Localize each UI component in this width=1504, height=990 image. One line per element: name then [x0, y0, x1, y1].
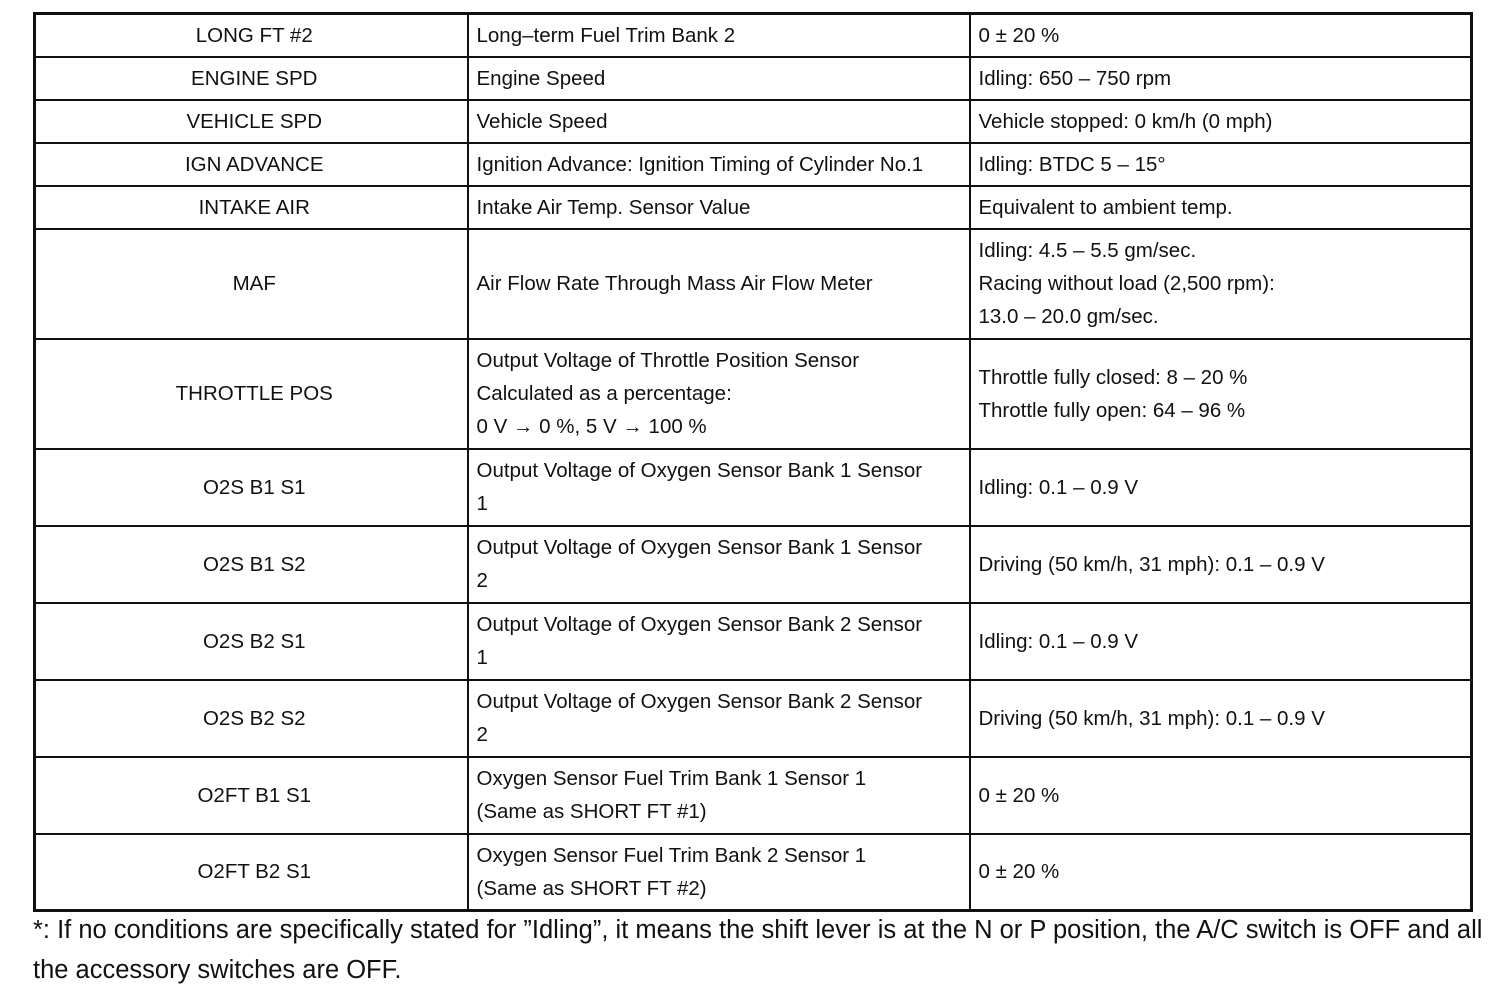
item-cell: VEHICLE SPD	[35, 100, 468, 143]
normal-condition-cell: Idling: 0.1 – 0.9 V	[970, 449, 1472, 526]
item-cell: ENGINE SPD	[35, 57, 468, 100]
normal-condition-cell: Equivalent to ambient temp.	[970, 186, 1472, 229]
table-row	[35, 229, 1472, 339]
normal-condition-cell: Idling: 0.1 – 0.9 V	[970, 603, 1472, 680]
description-cell: Output Voltage of Throttle Position Sensor Calculated as a percentage: 0 V → 0 %, 5 V → 100 %	[468, 339, 970, 449]
description-cell: Long–term Fuel Trim Bank 2	[468, 14, 970, 57]
description-cell: Output Voltage of Oxygen Sensor Bank 2 Sensor 1	[468, 603, 970, 680]
item-cell: INTAKE AIR	[35, 186, 468, 229]
description-cell: Air Flow Rate Through Mass Air Flow Meter	[468, 229, 970, 339]
description-cell: Vehicle Speed	[468, 100, 970, 143]
normal-condition-cell: Idling: 650 – 750 rpm	[970, 57, 1472, 100]
description-cell: Engine Speed	[468, 57, 970, 100]
item-cell: O2S B2 S1	[35, 603, 468, 680]
item-cell: MAF	[35, 229, 468, 339]
description-cell: Output Voltage of Oxygen Sensor Bank 2 Sensor 2	[468, 680, 970, 757]
data-list-table	[33, 12, 1473, 912]
normal-condition-cell: 0 ± 20 %	[970, 834, 1472, 911]
normal-condition-cell: Idling: 4.5 – 5.5 gm/sec. Racing without load (2,500 rpm): 13.0 – 20.0 gm/sec.	[970, 229, 1472, 339]
normal-condition-cell: Vehicle stopped: 0 km/h (0 mph)	[970, 100, 1472, 143]
table-row	[35, 680, 1472, 757]
item-cell: O2S B1 S2	[35, 526, 468, 603]
description-cell: Oxygen Sensor Fuel Trim Bank 2 Sensor 1 (Same as SHORT FT #2)	[468, 834, 970, 911]
table-row	[35, 57, 1472, 100]
table-row	[35, 449, 1472, 526]
normal-condition-cell: Driving (50 km/h, 31 mph): 0.1 – 0.9 V	[970, 680, 1472, 757]
normal-condition-cell: 0 ± 20 %	[970, 757, 1472, 834]
table-row	[35, 143, 1472, 186]
description-cell: Intake Air Temp. Sensor Value	[468, 186, 970, 229]
footnote: *: If no conditions are specifically stated for ”Idling”, it means the shift lever is at the N or P position, the A/C switch is OFF and all the accessory switches are OFF.	[33, 916, 1483, 984]
item-cell: O2S B1 S1	[35, 449, 468, 526]
normal-condition-cell: Idling: BTDC 5 – 15°	[970, 143, 1472, 186]
table-row	[35, 100, 1472, 143]
table-row	[35, 603, 1472, 680]
description-cell: Output Voltage of Oxygen Sensor Bank 1 Sensor 1	[468, 449, 970, 526]
table-row	[35, 526, 1472, 603]
description-cell: Ignition Advance: Ignition Timing of Cylinder No.1	[468, 143, 970, 186]
description-cell: Output Voltage of Oxygen Sensor Bank 1 Sensor 2	[468, 526, 970, 603]
normal-condition-cell: Driving (50 km/h, 31 mph): 0.1 – 0.9 V	[970, 526, 1472, 603]
table-row	[35, 339, 1472, 449]
data-list-sheet	[33, 12, 1470, 912]
normal-condition-cell: Throttle fully closed: 8 – 20 % Throttle fully open: 64 – 96 %	[970, 339, 1472, 449]
item-cell: O2FT B2 S1	[35, 834, 468, 911]
table-row	[35, 834, 1472, 911]
item-cell: O2S B2 S2	[35, 680, 468, 757]
item-cell: IGN ADVANCE	[35, 143, 468, 186]
description-cell: Oxygen Sensor Fuel Trim Bank 1 Sensor 1 (Same as SHORT FT #1)	[468, 757, 970, 834]
table-row	[35, 14, 1472, 57]
normal-condition-cell: 0 ± 20 %	[970, 14, 1472, 57]
item-cell: THROTTLE POS	[35, 339, 468, 449]
table-row	[35, 757, 1472, 834]
item-cell: LONG FT #2	[35, 14, 468, 57]
item-cell: O2FT B1 S1	[35, 757, 468, 834]
table-row	[35, 186, 1472, 229]
